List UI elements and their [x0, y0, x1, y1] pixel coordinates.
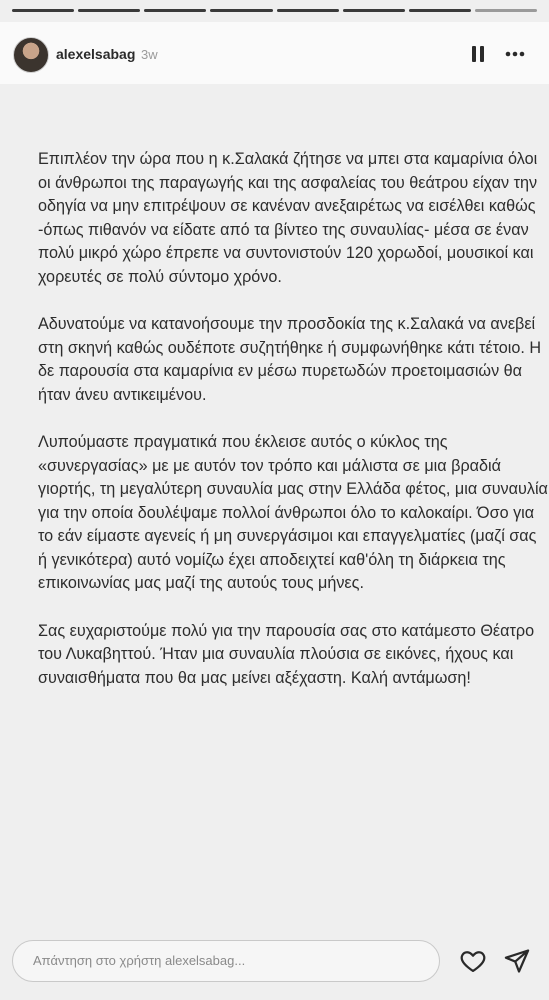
progress-segment [277, 9, 339, 12]
progress-segment [343, 9, 405, 12]
reply-placeholder: Απάντηση στο χρήστη alexelsabag... [33, 953, 246, 968]
progress-segment [12, 9, 74, 12]
paragraph-2: Αδυνατούμε να κατανοήσουμε την προσδοκία της κ.Σαλακά να ανεβεί στη σκηνή καθώς ουδέποτε συζητήθηκε ή συμφωνήθηκε κάτι τέτοιο. Η δε παρουσία στα καμαρίνια εν μέσω πυρετωδών προετοιμασιών θα ήταν άνευ αντικειμένου. [38, 315, 542, 404]
progress-segment [144, 9, 206, 12]
story-text [38, 148, 548, 714]
paragraph-3: Λυπούμαστε πραγματικά που έκλεισε αυτός ο κύκλος της «συνεργασίας» με με αυτόν τον τρόπο και μάλιστα σε μια βραδιά γιορτής, τη μεγαλύτερη συναυλία μας στην Ελλάδα φέτος, μια συναυλία για την οποία δουλέψαμε πολλοί άνθρωποι όλο το καλοκαίρι. Όσο για το εάν είμαστε αγενείς ή μη συνεργάσιμοι και επαγγελματίες (μαζί σας ή γενικότερα) αυτό νομίζω έχει αποδειχτεί καθ'όλη τη διάρκεια της επικοινωνίας μας μαζί της αυτούς τους μήνες. [38, 433, 548, 592]
heart-icon[interactable] [459, 947, 487, 975]
paragraph-4: Σας ευχαριστούμε πολύ για την παρουσία σας στο κατάμεστο Θέατρο του Λυκαβηττού. Ήταν μια συναυλία πλούσια σε εικόνες, ήχους και συναισθήματα που θα μας μείνει αξέχαστη. Καλή αντάμωση! [38, 621, 535, 687]
story-progress-bar [12, 9, 537, 12]
avatar[interactable] [13, 37, 49, 73]
pause-icon[interactable] [466, 42, 490, 66]
progress-segment [409, 9, 471, 12]
post-time: 3w [141, 47, 158, 62]
more-icon[interactable] [503, 42, 527, 66]
progress-segment [210, 9, 272, 12]
progress-segment [78, 9, 140, 12]
progress-segment [475, 9, 537, 12]
reply-input[interactable] [12, 940, 440, 982]
username[interactable]: alexelsabag [56, 46, 136, 62]
send-icon[interactable] [503, 947, 531, 975]
paragraph-1: Επιπλέον την ώρα που η κ.Σαλακά ζήτησε να μπει στα καμαρίνια όλοι οι άνθρωποι της παραγωγής και της ασφαλείας του θεάτρου είχαν την οδηγία να μην επιτρέψουν σε κανέναν ανεξαιρέτως να εισέλθει καθώς -όπως πιθανόν να είδατε από τα βίντεο της συναυλίας- μέσα σε έναν πολύ μικρό χώρο έπρεπε να συντονιστούν 120 χορωδοί, μουσικοί και χορευτές σε πολύ σύντομο χρόνο. [38, 150, 538, 286]
